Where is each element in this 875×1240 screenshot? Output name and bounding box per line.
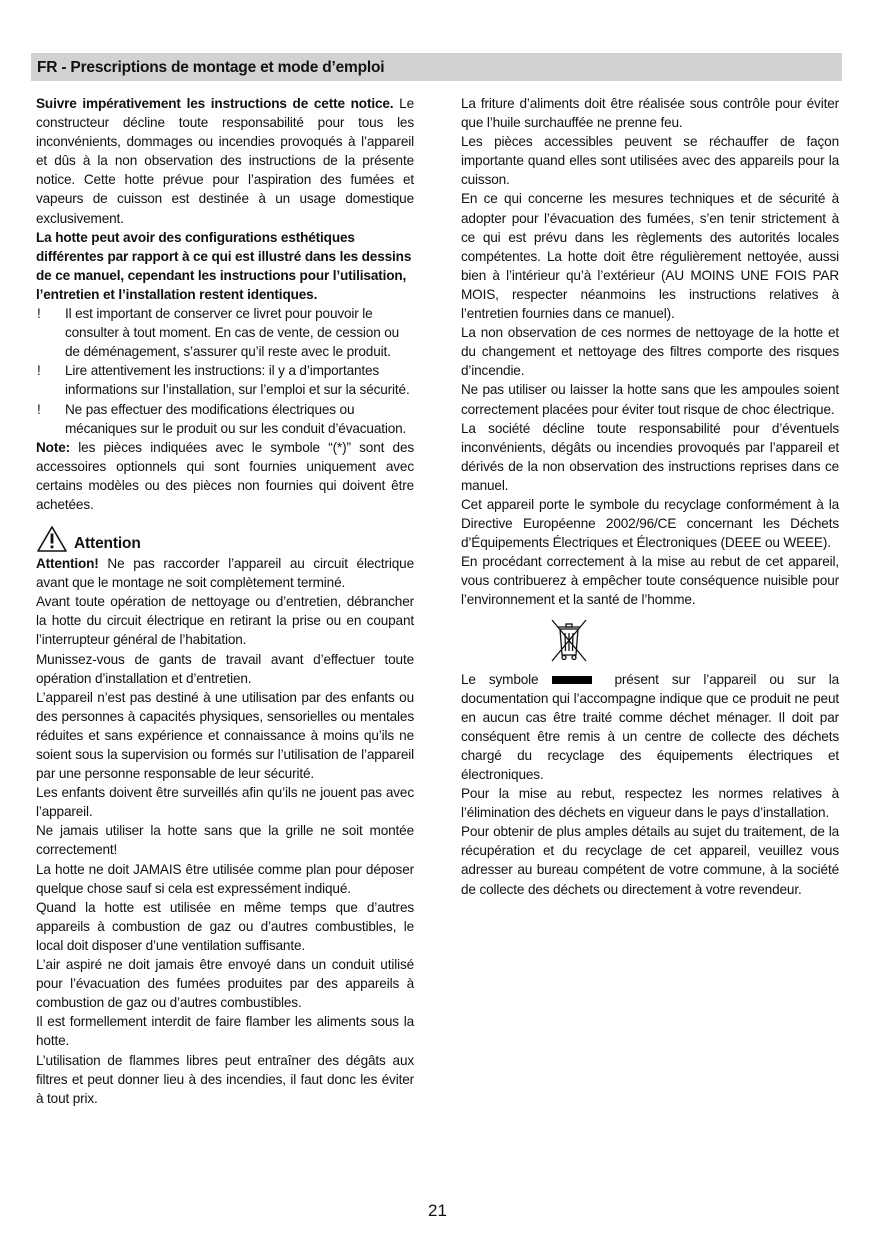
paragraph: Avant toute opération de nettoyage ou d’entretien, débrancher la hotte du circuit électrique en retirant la prise ou en coupant l’interrupteur général de l’habitation. (36, 594, 414, 648)
note-label: Note: (36, 439, 70, 455)
paragraph: L’appareil n’est pas destiné à une utilisation par des enfants ou des personnes à capacités physiques, sensorielles ou mentales réduites et sans expérience et connaissance à moins qu’ils ne soient sous la supervision ou formés sur l’utilisation de l’appareil par une personne responsable de leur sécurité. (36, 689, 414, 782)
intro-bold: Suivre impérativement les instructions de cette notice. (36, 96, 394, 111)
paragraph: Les pièces accessibles peuvent se réchauffer de façon importante quand elles sont utilisées avec des appareils pour la cuisson. (461, 134, 839, 188)
paragraph: En procédant correctement à la mise au rebut de cet appareil, vous contribuerez à empêcher toute conséquence nuisible pour l’environnement et la santé de l’homme. (461, 554, 839, 608)
attention-label: Attention! (36, 556, 99, 572)
attention-heading (36, 525, 414, 553)
bullet-text: Ne pas effectuer des modifications électriques ou mécaniques sur le produit ou sur les conduit d’évacuation. (65, 401, 407, 436)
paragraph: Cet appareil porte le symbole du recyclage conformément à la Directive Européenne 2002/96/CE concernant les Déchets d’Équipements Électriques et Électroniques (DEEE ou WEEE). (461, 496, 839, 551)
bullet-mark: ! (37, 306, 41, 322)
paragraph: L’air aspiré ne doit jamais être envoyé dans un conduit utilisé pour l’évacuation des fumées produites par des appareils à combustion de gaz ou d’autres combustibles. (36, 957, 414, 1011)
crossed-bin-icon (549, 618, 589, 662)
bullet-text: Il est important de conserver ce livret pour pouvoir le consulter à tout moment. En cas de vente, de cession ou de déménagement, s’assurer qu’il reste avec le produit. (65, 306, 400, 360)
symbol-text: présent sur l’appareil ou sur la documentation qui l’accompagne indique que ce produit ne peut en aucun cas être traité comme déchet ménager. Il doit par conséquent être remis à un centre de collecte des déchets chargé du recyclage des équipements électriques et électroniques. (461, 671, 839, 782)
bullet-mark: ! (37, 401, 41, 417)
attention-paragraph (36, 554, 414, 592)
paragraph: Ne jamais utiliser la hotte sans que la grille ne soit montée correctement! (36, 823, 414, 858)
attention-title: Attention (74, 535, 141, 553)
paragraph: Pour obtenir de plus amples détails au sujet du traitement, de la récupération et du recyclage de cet appareil, veuillez vous adresser au bureau compétent de votre commune, à la société de collecte des déchets ou directement à votre revendeur. (461, 824, 839, 897)
note-paragraph (36, 438, 414, 514)
right-column (461, 94, 839, 899)
intro-paragraph (36, 94, 414, 228)
paragraph: Il est formellement interdit de faire flamber les aliments sous la hotte. (36, 1014, 414, 1049)
paragraph: Quand la hotte est utilisée en même temps que d’autres appareils à combustion de gaz ou d’autres combustibles, le local doit disposer d’une ventilation suffisante. (36, 899, 414, 953)
paragraph: En ce qui concerne les mesures techniques et de sécurité à adopter pour l’évacuation des fumées, s’en tenir strictement à ce qui est prévu dans les règlements des autorités locales compétentes. La hotte doit être régulièrement nettoyée, aussi bien à l’intérieur qu’à l’extérieur (AU MOINS UNE FOIS PAR MOIS, respecter néanmoins les instructions relatives à l’entretien fournies dans ce manuel). (461, 191, 839, 322)
paragraph: L’utilisation de flammes libres peut entraîner des dégâts aux filtres et peut donner lieu à des incendies, il faut donc les éviter à tout prix. (36, 1052, 414, 1106)
intro-text: Le constructeur décline toute responsabilité pour tous les inconvénients, dommages ou incendies provoqués à l’appareil et dûs à la non observation des instructions de la présente notice. Cette hotte prévue pour l’aspiration des fumées et vapeurs de cuisson est destinée à un usage domestique exclusivement. (36, 96, 414, 226)
warning-triangle-icon (36, 525, 68, 553)
symbol-paragraph (461, 670, 839, 785)
paragraph: La friture d’aliments doit être réalisée sous contrôle pour éviter que l’huile surchauffée ne prenne feu. (461, 96, 839, 131)
page-number: 21 (428, 1201, 447, 1220)
left-column (36, 94, 414, 1108)
list-item (36, 400, 414, 438)
solid-bar-icon (552, 676, 592, 684)
attention-text: Ne pas raccorder l’appareil au circuit électrique avant que le montage ne soit complètement terminé. (36, 556, 414, 591)
symbol-prefix: Le symbole (461, 671, 539, 687)
paragraph: Les enfants doivent être surveillés afin qu’ils ne jouent pas avec l’appareil. (36, 785, 414, 820)
paragraph: La hotte ne doit JAMAIS être utilisée comme plan pour déposer quelque chose sauf si cela est expressément indiqué. (36, 861, 414, 896)
list-item (36, 304, 414, 361)
paragraph: Pour la mise au rebut, respectez les normes relatives à l’élimination des déchets en vigueur dans le pays d’installation. (461, 786, 839, 821)
bullet-mark: ! (37, 363, 41, 379)
list-item (36, 361, 414, 399)
page-title: FR - Prescriptions de montage et mode d’emploi (37, 59, 385, 76)
bullet-text: Lire attentivement les instructions: il y a d’importantes informations sur l’installation, sur l’emploi et sur la sécurité. (65, 363, 410, 398)
bullet-list (36, 304, 414, 438)
note-text: les pièces indiquées avec le symbole “(*)” sont des accessoires optionnels qui sont fournies uniquement avec certains modèles ou des pièces non fournies qui doivent être achetées. (36, 439, 414, 512)
paragraph: La société décline toute responsabilité pour d’éventuels inconvénients, dégâts ou incendies provoqués par l’appareil et dérivés de la non observation des instructions reprises dans ce manuel. (461, 420, 839, 493)
section-header (31, 53, 842, 81)
config-notice: La hotte peut avoir des configurations esthétiques différentes par rapport à ce qui est illustré dans les dessins de ce manuel, cependant les instructions pour l’utilisation, l’entretien et l’installation restent identiques. (36, 229, 412, 302)
paragraph: La non observation de ces normes de nettoyage de la hotte et du changement et nettoyage des filtres comporte des risques d’incendie. (461, 325, 839, 379)
paragraph: Ne pas utiliser ou laisser la hotte sans que les ampoules soient correctement placées pour éviter tout risque de choc électrique. (461, 382, 839, 417)
paragraph: Munissez-vous de gants de travail avant d’effectuer toute opération d’installation et d’entretien. (36, 651, 414, 686)
